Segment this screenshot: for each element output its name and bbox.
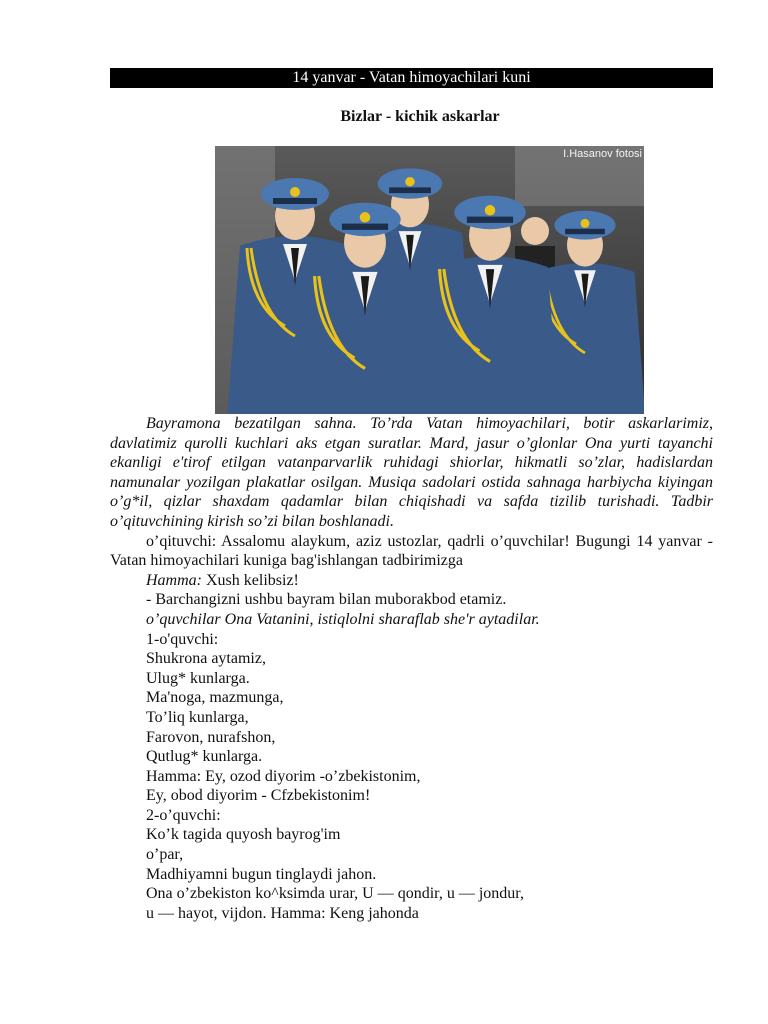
poem-block	[110, 630, 713, 924]
cap-band	[467, 217, 513, 223]
speaker-text: Xush kelibsiz!	[202, 571, 299, 589]
cap-band	[565, 229, 605, 234]
text-line: - Barchangizni ushbu bayram bilan muborakbod etamiz.	[146, 591, 507, 609]
cadets-photo	[215, 146, 644, 414]
poem-line: Hamma: Ey, ozod diyorim -o’zbekistonim,	[146, 767, 421, 785]
poem-line: Ma'noga, mazmunga,	[146, 689, 284, 707]
cap-badge	[360, 212, 371, 223]
speaker-label: Hamma:	[146, 571, 202, 589]
poem-line: Ulug* kunlarga.	[146, 669, 250, 687]
cap-badge	[485, 205, 496, 216]
cap-band	[273, 198, 317, 204]
poem-line: 2-o’quvchi:	[146, 806, 221, 824]
poem-line: 1-o'quvchi:	[146, 630, 219, 648]
poem-line: Ko’k tagida quyosh bayrog'im	[146, 826, 341, 844]
cap-badge	[405, 177, 415, 187]
document-body	[110, 414, 713, 923]
cap-badge	[290, 187, 300, 197]
photo-credit: I.Hasanov fotosi	[563, 148, 642, 160]
intro-paragraph: Bayramona bezatilgan sahna. To’rda Vatan himoyachilari, botir askarlarimiz, davlatimiz qurolli kuchlari aks etgan suratlar. Mard, jasur o’glonlar Ona yurti tayanchi ekanligi e'tirof etilgan vatanparvarlik ruhidagi shiorlar, hikmatli so’zlar, hadislardan namunalar yozilgan plakatlar osilgan. Musiqa sadolari ostida sahnaga harbiycha kiyingan o’g*il, qizlar shaxdam qadamlar bilan chiqishadi va safda tizilib turishadi. Tadbir o’qituvchining kirish so’zi bilan boshlanadi.	[110, 415, 713, 530]
cap-band	[342, 224, 388, 230]
poem-line: Shukrona aytamiz,	[146, 650, 266, 668]
photo-illustration	[215, 146, 644, 414]
poem-line: Qutlug* kunlarga.	[146, 748, 263, 766]
poem-line: o’par,	[146, 846, 184, 864]
poem-line: Farovon, nurafshon,	[146, 728, 276, 746]
poem-line: Ey, obod diyorim - Cfzbekistonim!	[146, 787, 371, 805]
page-title: Bizlar - kichik askarlar	[340, 108, 500, 125]
poem-line: To’liq kunlarga,	[146, 708, 249, 726]
poem-line: u — hayot, vijdon. Hamma: Keng jahonda	[146, 904, 419, 922]
teacher-speech: o’qituvchi: Assalomu alaykum, aziz ustozlar, qadrli o’quvchilar! Bugungi 14 yanvar - Vatan himoyachilari kuniga bag'ishlangan tadbirimizga	[110, 532, 713, 570]
stage-note: o’quvchilar Ona Vatanini, istiqlolni sharaflab she'r aytadilar.	[146, 610, 540, 628]
cap-band	[389, 187, 431, 193]
page-banner: 14 yanvar - Vatan himoyachilari kuni	[110, 68, 713, 88]
hamma-line	[110, 571, 713, 591]
poem-line: Ona o’zbekiston ko^ksimda urar, U — qondir, u — jondur,	[146, 885, 524, 903]
poem-line: Madhiyamni bugun tinglaydi jahon.	[146, 865, 377, 883]
cap-badge	[581, 219, 590, 228]
